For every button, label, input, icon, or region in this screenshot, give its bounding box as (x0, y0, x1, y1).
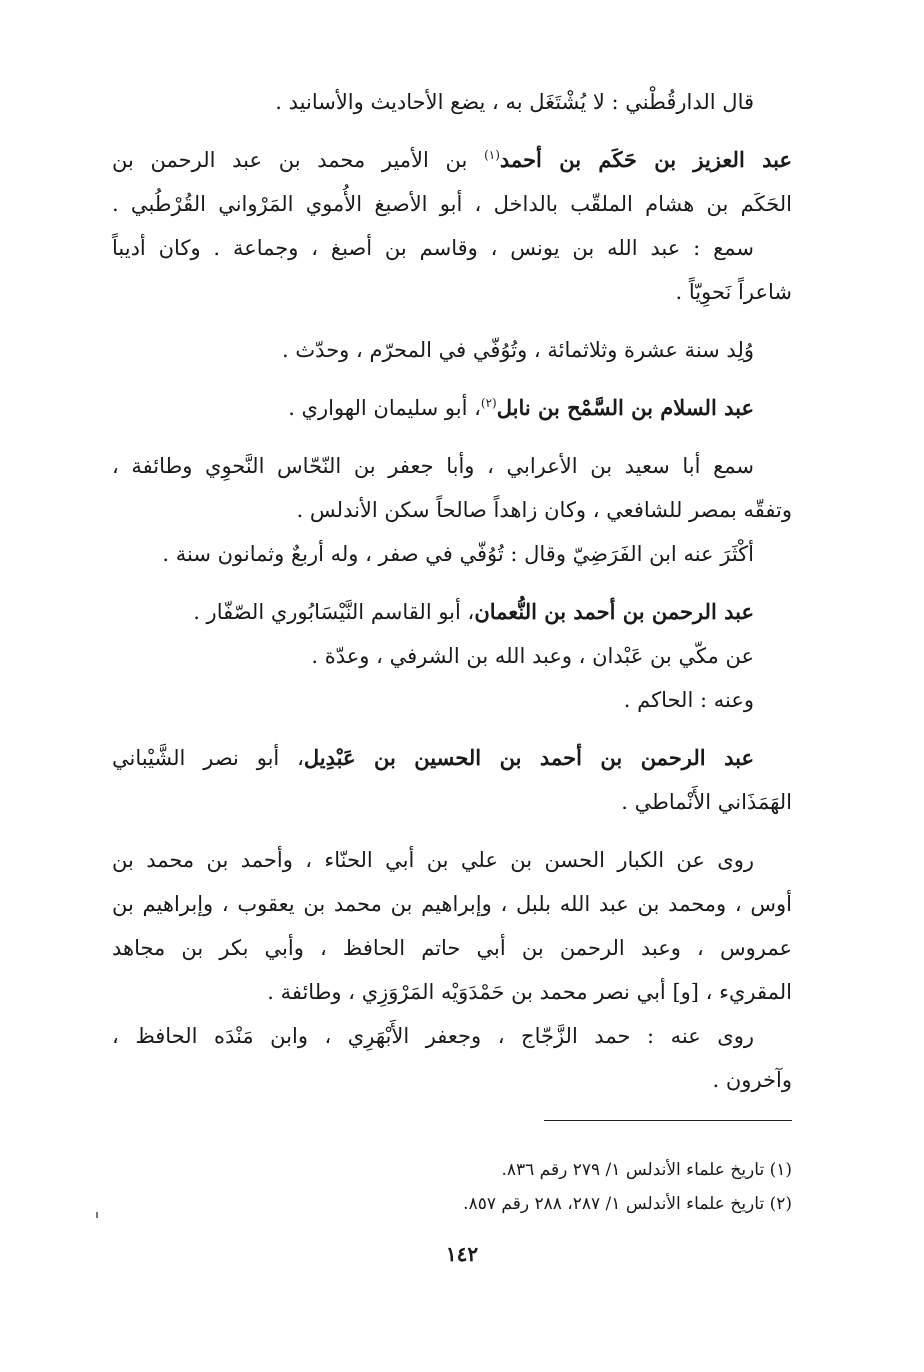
text-line: شاعراً نَحوِيّاً . (675, 280, 792, 304)
entry-heading-line (112, 138, 792, 182)
scan-speck (96, 1212, 98, 1218)
text-line: عن مكّي بن عَبْدان ، وعبد الله بن الشرفي ، وعدّة . (311, 644, 754, 668)
text-line: عمروس ، وعبد الرحمن بن أبي حاتم الحافظ ، وأبي بكر بن مجاهد (112, 936, 792, 960)
footnote-separator (544, 1120, 792, 1121)
text-line: سمع أبا سعيد بن الأعرابي ، وأبا جعفر بن النّحّاس النَّحوِي وطائفة ، (112, 454, 754, 478)
entry-name: عبد العزيز بن حَكَم بن أحمد (499, 147, 792, 172)
text-line: وعنه : الحاكم . (623, 688, 754, 712)
entry-heading-line (112, 386, 792, 430)
entry-name: عبد السلام بن السَّمْح بن نابل (496, 395, 754, 420)
text-line: الهَمَذَاني الأَنْماطي . (621, 790, 792, 814)
footnote: (٢) تاريخ علماء الأندلس ١/ ٢٨٧، ٢٨٨ رقم ٨٥٧. (463, 1194, 792, 1214)
text-line: روى عنه : حمد الزَّجّاج ، وجعفر الأَبْهَرِي ، وابن مَنْدَه الحافظ ، (112, 1024, 754, 1048)
entry-heading-line (112, 590, 792, 634)
entry-text: ، أبو سليمان الهواري . (288, 396, 481, 420)
footnote: (١) تاريخ علماء الأندلس ١/ ٢٧٩ رقم ٨٣٦. (501, 1160, 792, 1180)
entry-text: ، أبو نصر الشَّيْباني (112, 746, 304, 770)
text-line: سمع : عبد الله بن يونس ، وقاسم بن أصبغ ، وجماعة . وكان أديباً (112, 236, 754, 260)
entry-text: بن الأمير محمد بن عبد الرحمن بن (112, 148, 468, 172)
text-line: وتفقّه بمصر للشافعي ، وكان زاهداً صالحاً سكن الأندلس . (296, 498, 792, 522)
entry-heading-line (112, 736, 792, 780)
text-line: أكْثَرَ عنه ابن الفَرَضِيّ وقال : تُوُفّي في صفر ، وله أربعٌ وثمانون سنة . (162, 542, 754, 566)
entry-name: عبد الرحمن بن أحمد بن الحسين بن عَبْدِيل (303, 745, 754, 770)
text-line: روى عن الكبار الحسن بن علي بن أبي الحنّاء ، وأحمد بن محمد بن (112, 848, 754, 872)
entry-text: ، أبو القاسم النَّيْسَابُوري الصّفّار . (193, 600, 475, 624)
footnote-marker: (٢) (480, 396, 497, 410)
text-line: المقريء ، [و] أبي نصر محمد بن حَمْدَوَيْه المَرْوَزِي ، وطائفة . (267, 980, 792, 1004)
footnote-marker: (١) (484, 148, 500, 162)
text-line: أوس ، ومحمد بن عبد الله بلبل ، وإبراهيم بن محمد بن يعقوب ، وإبراهيم بن (112, 892, 792, 916)
text-line: الحَكَم بن هشام الملقّب بالداخل ، أبو الأصبغ الأُموي المَرْواني القُرْطُبي . (112, 192, 792, 216)
entry-name: عبد الرحمن بن أحمد بن النُّعمان (474, 599, 754, 624)
page-number: ١٤٢ (445, 1242, 479, 1266)
text-line: وآخرون . (712, 1068, 792, 1092)
text-line: قال الدارقُطْني : لا يُشْتَغَل به ، يضع الأحاديث والأسانيد . (275, 90, 754, 114)
text-line: وُلِد سنة عشرة وثلاثمائة ، وتُوُفّي في المحرّم ، وحدّث . (282, 338, 754, 362)
